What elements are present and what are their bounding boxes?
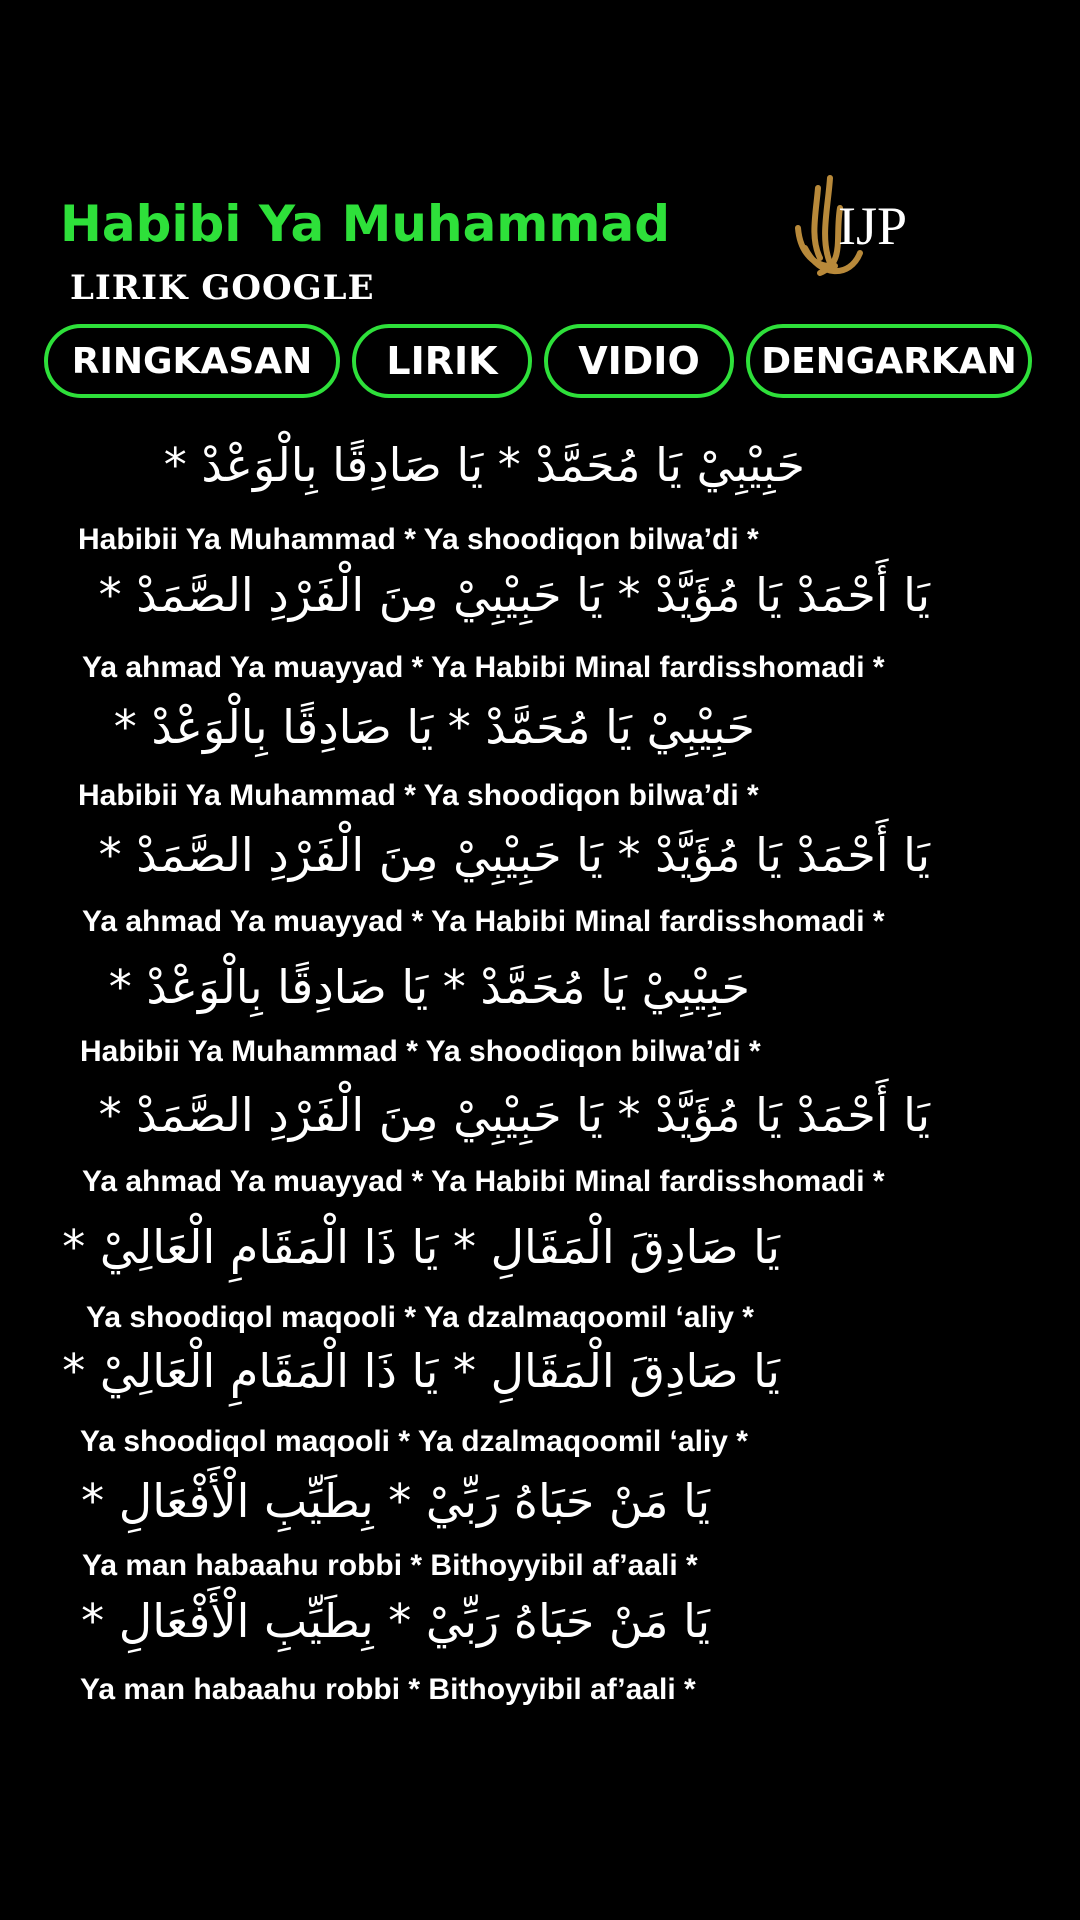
lyric-arabic: يَا مَنْ حَبَاهُ رَبِّيْ * بِطَيِّبِ الْأَفْعَالِ *	[81, 1594, 710, 1648]
lyric-arabic: يَا أَحْمَدْ يَا مُؤَيَّدْ * يَا حَبِيْبِيْ مِنَ الْفَرْدِ الصَّمَدْ *	[98, 1088, 930, 1142]
lyric-arabic: حَبِيْبِيْ يَا مُحَمَّدْ * يَا صَادِقًا بِالْوَعْدْ *	[113, 700, 755, 754]
lyric-latin: Habibii Ya Muhammad * Ya shoodiqon bilwa’di *	[78, 779, 759, 812]
lyric-latin: Ya shoodiqol maqooli * Ya dzalmaqoomil ‘aliy *	[86, 1301, 754, 1334]
tab-lirik[interactable]: LIRIK	[352, 324, 532, 398]
lyric-arabic: يَا مَنْ حَبَاهُ رَبِّيْ * بِطَيِّبِ الْأَفْعَالِ *	[81, 1474, 710, 1528]
lyric-latin: Ya ahmad Ya muayyad * Ya Habibi Minal fardisshomadi *	[82, 1165, 885, 1198]
lyric-latin: Habibii Ya Muhammad * Ya shoodiqon bilwa’di *	[80, 1035, 761, 1068]
lyric-arabic: حَبِيْبِيْ يَا مُحَمَّدْ * يَا صَادِقًا بِالْوَعْدْ *	[163, 438, 805, 492]
lyric-latin: Habibii Ya Muhammad * Ya shoodiqon bilwa’di *	[78, 523, 759, 556]
lyric-latin: Ya man habaahu robbi * Bithoyyibil af’aali *	[82, 1549, 698, 1582]
tab-vidio[interactable]: VIDIO	[544, 324, 734, 398]
lyric-arabic: حَبِيْبِيْ يَا مُحَمَّدْ * يَا صَادِقًا بِالْوَعْدْ *	[108, 960, 750, 1014]
lyric-arabic: يَا صَادِقَ الْمَقَالِ * يَا ذَا الْمَقَامِ الْعَالِيْ *	[62, 1220, 780, 1274]
tab-dengarkan[interactable]: DENGARKAN	[746, 324, 1032, 398]
subtitle: LIRIK GOOGLE	[70, 268, 375, 308]
lyric-latin: Ya shoodiqol maqooli * Ya dzalmaqoomil ‘aliy *	[80, 1425, 748, 1458]
tab-ringkasan[interactable]: RINGKASAN	[44, 324, 340, 398]
lyric-arabic: يَا أَحْمَدْ يَا مُؤَيَّدْ * يَا حَبِيْبِيْ مِنَ الْفَرْدِ الصَّمَدْ *	[98, 568, 930, 622]
logo-text: IJP	[838, 196, 908, 256]
lyric-latin: Ya ahmad Ya muayyad * Ya Habibi Minal fardisshomadi *	[82, 651, 885, 684]
lyric-arabic: يَا صَادِقَ الْمَقَالِ * يَا ذَا الْمَقَامِ الْعَالِيْ *	[62, 1344, 780, 1398]
lyric-latin: Ya ahmad Ya muayyad * Ya Habibi Minal fardisshomadi *	[82, 905, 885, 938]
lyric-arabic: يَا أَحْمَدْ يَا مُؤَيَّدْ * يَا حَبِيْبِيْ مِنَ الْفَرْدِ الصَّمَدْ *	[98, 828, 930, 882]
song-title: Habibi Ya Muhammad	[60, 195, 671, 253]
tab-bar	[44, 324, 1032, 406]
lyric-latin: Ya man habaahu robbi * Bithoyyibil af’aali *	[80, 1673, 696, 1706]
